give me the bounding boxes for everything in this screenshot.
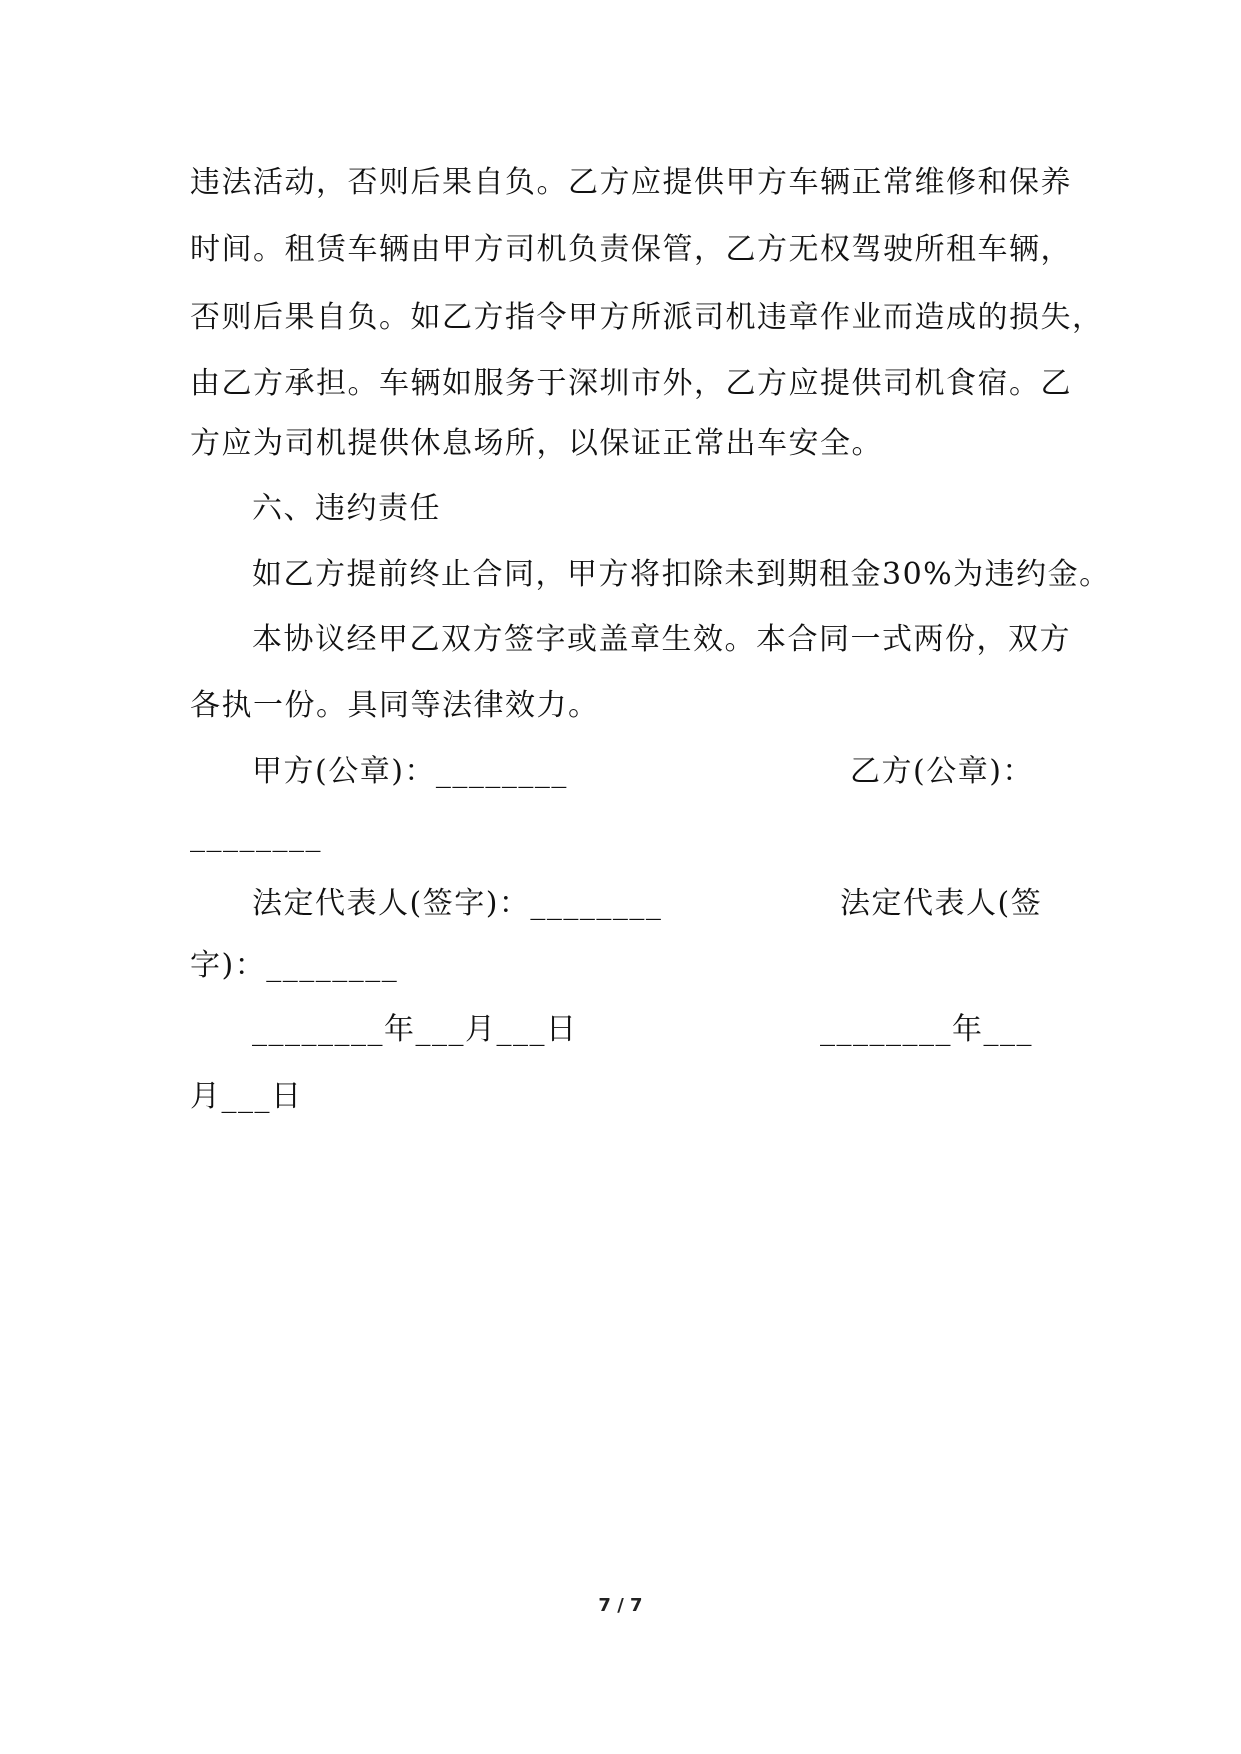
party-b-seal-field: 乙方(公章)： bbox=[850, 754, 1034, 789]
body-text-line: 违法活动，否则后果自负。乙方应提供甲方车辆正常维修和保养 bbox=[190, 165, 1072, 200]
party-a-date-field: ________年___月___日 bbox=[252, 1012, 578, 1047]
body-text-line: 本协议经甲乙双方签字或盖章生效。本合同一式两份，双方 bbox=[252, 622, 1071, 657]
party-b-seal-blank: ________ bbox=[190, 818, 322, 853]
party-b-date-field-cont: 月___日 bbox=[190, 1079, 303, 1114]
body-text-line: 方应为司机提供休息场所，以保证正常出车安全。 bbox=[190, 426, 883, 461]
section-heading: 六、违约责任 bbox=[252, 491, 441, 526]
party-b-representative-field: 法定代表人(签 bbox=[840, 886, 1043, 921]
party-a-representative-field: 法定代表人(签字)：________ bbox=[252, 886, 663, 921]
body-text-line: 各执一份。具同等法律效力。 bbox=[190, 688, 600, 723]
body-text-line: 时间。租赁车辆由甲方司机负责保管，乙方无权驾驶所租车辆， bbox=[190, 232, 1072, 267]
page-number: 7 / 7 bbox=[598, 1595, 643, 1616]
party-b-representative-field-cont: 字)：________ bbox=[190, 948, 399, 983]
body-text-line: 否则后果自负。如乙方指令甲方所派司机违章作业而造成的损失， bbox=[190, 300, 1104, 335]
body-text-line: 由乙方承担。车辆如服务于深圳市外，乙方应提供司机食宿。乙 bbox=[190, 366, 1072, 401]
party-b-date-field: ________年___ bbox=[820, 1012, 1033, 1047]
party-a-seal-field: 甲方(公章)：________ bbox=[252, 754, 568, 789]
body-text-line: 如乙方提前终止合同，甲方将扣除未到期租金30%为违约金。 bbox=[252, 557, 1111, 592]
